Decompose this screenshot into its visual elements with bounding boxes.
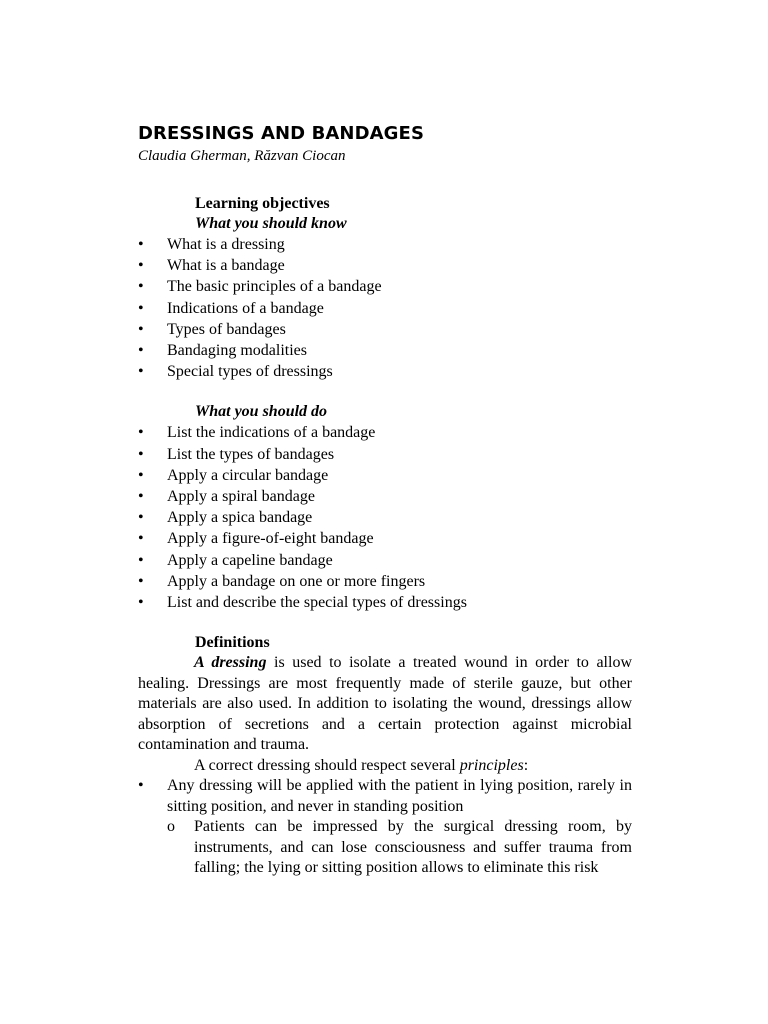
know-list (138, 234, 632, 382)
document-authors: Claudia Gherman, Răzvan Ciocan (138, 148, 346, 164)
learning-objectives-heading: Learning objectives (195, 195, 330, 212)
bullet-icon: • (138, 363, 144, 381)
dressing-definition: A dressing is used to isolate a treated wound in order to allow healing. Dressings are most frequently made of sterile gauze, but other materials are also used. In addition to isolating the wound, dressings allow absorption of secretions and a certain protection against microbial contamination and trauma. (138, 654, 632, 754)
list-item: • Apply a circular bandage (138, 465, 632, 486)
bullet-icon: • (138, 488, 144, 506)
spacer (138, 166, 632, 194)
bullet-icon: • (138, 278, 144, 296)
spacer (138, 382, 632, 402)
spacer (138, 613, 632, 633)
bullet-icon: • (138, 466, 144, 484)
bullet-icon: • (138, 236, 144, 253)
do-heading: What you should do (195, 403, 328, 421)
bullet-icon: • (138, 572, 144, 590)
list-item: • What is a dressing (138, 234, 632, 255)
list-item: • Any dressing will be applied with the patient in lying position, rarely in sitting position, and never in standing position o Patients can be impressed by the surgical dressing room, by instruments, and can lose consciousness and suffer trauma from falling; the lying or sitting position allows to eliminate this risk (138, 776, 632, 879)
bullet-icon: • (138, 445, 144, 463)
list-item: • Apply a figure-of-eight bandage (138, 528, 632, 549)
bullet-icon: • (138, 530, 144, 548)
list-item: • List the types of bandages (138, 444, 632, 465)
principle-sublist (167, 817, 632, 879)
bullet-icon: • (138, 551, 144, 569)
list-item: • Types of bandages (138, 319, 632, 340)
list-item: • Bandaging modalities (138, 340, 632, 361)
circle-bullet-icon: o (167, 818, 175, 836)
principles-intro: A correct dressing should respect several principles: (194, 756, 529, 774)
bullet-icon: • (138, 320, 144, 338)
dressing-term: A dressing (194, 654, 267, 672)
list-item: • Apply a spica bandage (138, 507, 632, 528)
list-item: • What is a bandage (138, 255, 632, 276)
list-item: • The basic principles of a bandage (138, 276, 632, 297)
bullet-icon: • (138, 342, 144, 360)
list-item: • Apply a capeline bandage (138, 550, 632, 571)
list-item: • Special types of dressings (138, 361, 632, 382)
bullet-icon: • (138, 594, 144, 612)
bullet-icon: • (138, 257, 144, 275)
bullet-icon: • (138, 509, 144, 527)
do-list (138, 422, 632, 613)
document-page (138, 122, 632, 879)
definitions-heading: Definitions (195, 634, 270, 652)
list-item: • List and describe the special types of dressings (138, 592, 632, 613)
list-item: • List the indications of a bandage (138, 422, 632, 443)
principles-term: principles (459, 756, 524, 774)
document-title: DRESSINGS AND BANDAGES (138, 123, 425, 144)
list-item: • Indications of a bandage (138, 298, 632, 319)
bullet-icon: • (138, 424, 144, 442)
bullet-icon: • (138, 777, 144, 795)
list-item: • Apply a spiral bandage (138, 486, 632, 507)
know-heading: What you should know (195, 215, 347, 232)
list-item: o Patients can be impressed by the surgical dressing room, by instruments, and can lose consciousness and suffer trauma from falling; the lying or sitting position allows to eliminate this risk (167, 818, 632, 877)
list-item: • Apply a bandage on one or more fingers (138, 571, 632, 592)
bullet-icon: • (138, 299, 144, 317)
principles-list (138, 776, 632, 879)
